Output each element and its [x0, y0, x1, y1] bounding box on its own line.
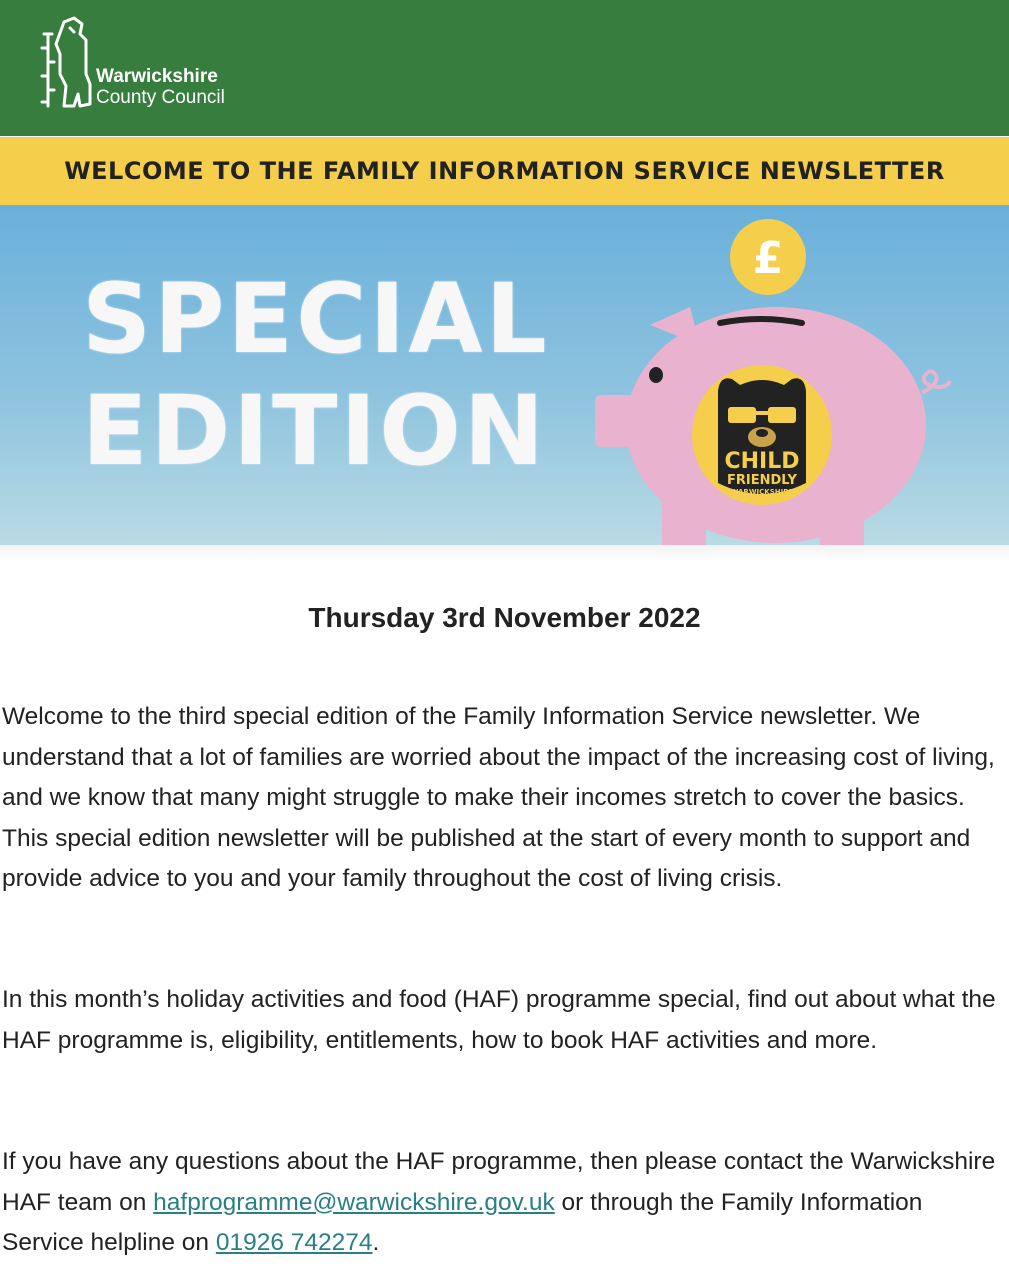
badge-line-3: WARWICKSHIRE [730, 488, 794, 496]
phone-link[interactable]: 01926 742274 [215, 1229, 373, 1256]
contact-paragraph [2, 1142, 1007, 1264]
logo-line-1: Warwickshire [96, 66, 218, 87]
haf-paragraph: In this month’s holiday activities and food (HAF) programme special, find out about what the HAF programme is, eligibility, entitlements, how to book HAF activities and more. [2, 986, 996, 1054]
badge-line-2: FRIENDLY [727, 473, 797, 488]
hero-title-line-2: EDITION [82, 375, 548, 487]
newsletter-date: Thursday 3rd November 2022 [308, 602, 701, 633]
hero-image [0, 205, 1009, 545]
logo-line-2: County Council [96, 87, 225, 108]
welcome-banner [0, 137, 1009, 205]
hero-divider [0, 545, 1009, 563]
intro-paragraph: Welcome to the third special edition of the Family Information Service newsletter. We understand that a lot of families are worried about the impact of the increasing cost of living, and we know that many might struggle to make their incomes stretch to cover the basics. This special edition newsletter will be published at the start of every month to support and provide advice to you and your family throughout the cost of living crisis. [2, 703, 995, 892]
welcome-banner-text: WELCOME TO THE FAMILY INFORMATION SERVICE NEWSLETTER [64, 157, 945, 185]
badge-line-1: CHILD [724, 449, 800, 474]
header-bar [0, 0, 1009, 136]
email-link[interactable]: hafprogramme@warwickshire.gov.uk [153, 1188, 555, 1216]
contact-text-2: or through the Family Information Service helpline on [2, 1188, 923, 1256]
coin-symbol: £ [752, 233, 784, 284]
council-logo-text [96, 66, 225, 108]
hero-title-line-1: SPECIAL [82, 263, 550, 375]
contact-text-end: . [372, 1229, 380, 1256]
piggy-bank-icon [590, 215, 970, 545]
contact-text-1: If you have any questions about the HAF programme, then please contact the Warwickshire HAF team on [2, 1148, 996, 1216]
